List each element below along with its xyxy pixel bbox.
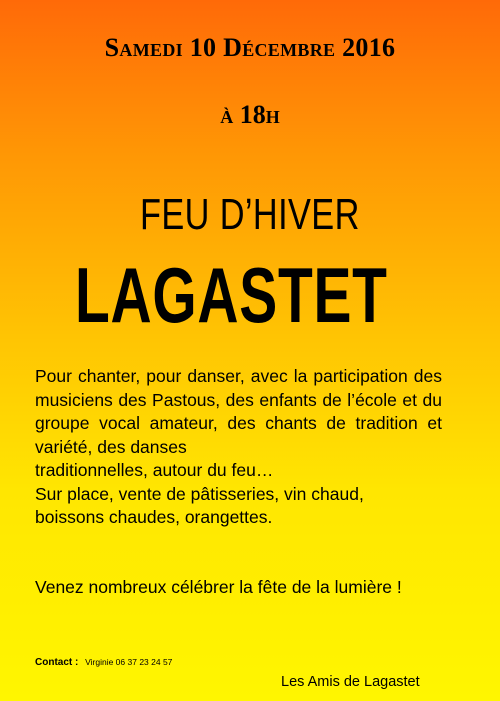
contact-label: Contact :: [35, 657, 79, 668]
organizer-signature: Les Amis de Lagastet: [281, 674, 420, 690]
description-paragraph-2-main: Sur place, vente de pâtisseries, vin chaud,: [35, 483, 364, 504]
contact-info: Virginie 06 37 23 24 57: [85, 657, 173, 667]
event-description: [35, 365, 442, 530]
contact-line: [35, 657, 172, 668]
description-paragraph-2-end: boissons chaudes, orangettes.: [35, 507, 273, 527]
event-date: Samedi 10 Décembre 2016: [104, 33, 396, 62]
description-paragraph-1-main: Pour chanter, pour danser, avec la participation des musiciens des Pastous, des enfants de l’école et du groupe vocal amateur, des chants de tradition et variété, des danses: [35, 366, 442, 457]
description-paragraph-1-end: traditionnelles, autour du feu…: [35, 460, 274, 480]
description-paragraph-2: [35, 483, 442, 507]
description-paragraph-1: [35, 365, 442, 459]
event-time: à 18h: [220, 100, 280, 129]
invitation-text: Venez nombreux célébrer la fête de la lumière !: [35, 577, 402, 597]
event-title: FEU D’HIVER: [140, 190, 360, 239]
event-place: LAGASTET: [75, 251, 388, 339]
